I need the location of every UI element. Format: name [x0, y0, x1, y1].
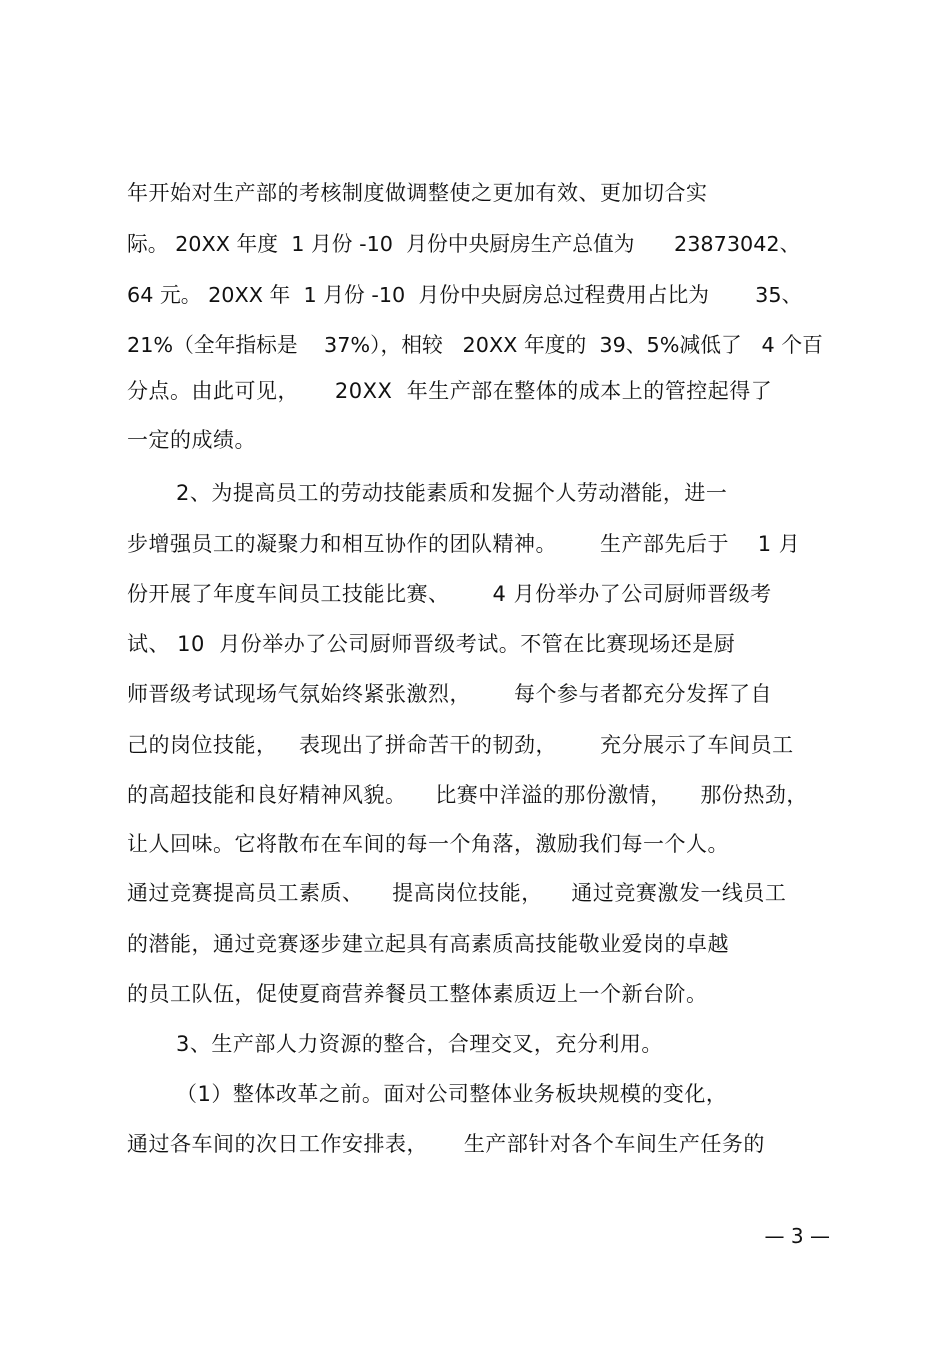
paragraph-line: 一定的成绩。 [127, 428, 256, 452]
paragraph-line: 试、 10 月份举办了公司厨师晋级考试。不管在比赛现场还是厨 [127, 632, 736, 656]
paragraph-line: 通过各车间的次日工作安排表， 生产部针对各个车间生产任务的 [127, 1132, 765, 1156]
paragraph-line: 的潜能，通过竞赛逐步建立起具有高素质高技能敬业爱岗的卓越 [127, 932, 729, 956]
paragraph-line: 己的岗位技能， 表现出了拼命苦干的韧劲， 充分展示了车间员工 [127, 733, 794, 757]
paragraph-line: 3、生产部人力资源的整合，合理交叉，充分利用。 [176, 1032, 663, 1056]
page-number: — 3 — [764, 1224, 830, 1248]
paragraph-line: 分点。由此可见， 20XX 年生产部在整体的成本上的管控起得了 [127, 379, 773, 403]
paragraph-line: 年开始对生产部的考核制度做调整使之更加有效、更加切合实 [127, 181, 708, 205]
paragraph-line: 21%（全年指标是 37%），相较 20XX 年度的 39、5%减低了 4 个百 [127, 333, 823, 357]
paragraph-line: 2、为提高员工的劳动技能素质和发掘个人劳动潜能，进一 [176, 481, 728, 505]
paragraph-line: 64 元。 20XX 年 1 月份 -10 月份中央厨房总过程费用占比为 35、 [127, 283, 803, 307]
paragraph-line: 的高超技能和良好精神风貌。 比赛中洋溢的那份激情， 那份热劲， [127, 783, 808, 807]
paragraph-line: 让人回味。它将散布在车间的每一个角落，激励我们每一个人。 [127, 832, 729, 856]
paragraph-line: 步增强员工的凝聚力和相互协作的团队精神。 生产部先后于 1 月 [127, 532, 801, 556]
paragraph-line: 际。 20XX 年度 1 月份 -10 月份中央厨房生产总值为 23873042、 [127, 232, 801, 256]
paragraph-line: 通过竞赛提高员工素质、 提高岗位技能， 通过竞赛激发一线员工 [127, 881, 787, 905]
paragraph-line: 师晋级考试现场气氛始终紧张激烈， 每个参与者都充分发挥了自 [127, 682, 773, 706]
paragraph-line: （1）整体改革之前。面对公司整体业务板块规模的变化， [176, 1082, 728, 1106]
paragraph-line: 份开展了年度车间员工技能比赛、 4 月份举办了公司厨师晋级考 [127, 582, 772, 606]
paragraph-line: 的员工队伍，促使夏商营养餐员工整体素质迈上一个新台阶。 [127, 982, 708, 1006]
